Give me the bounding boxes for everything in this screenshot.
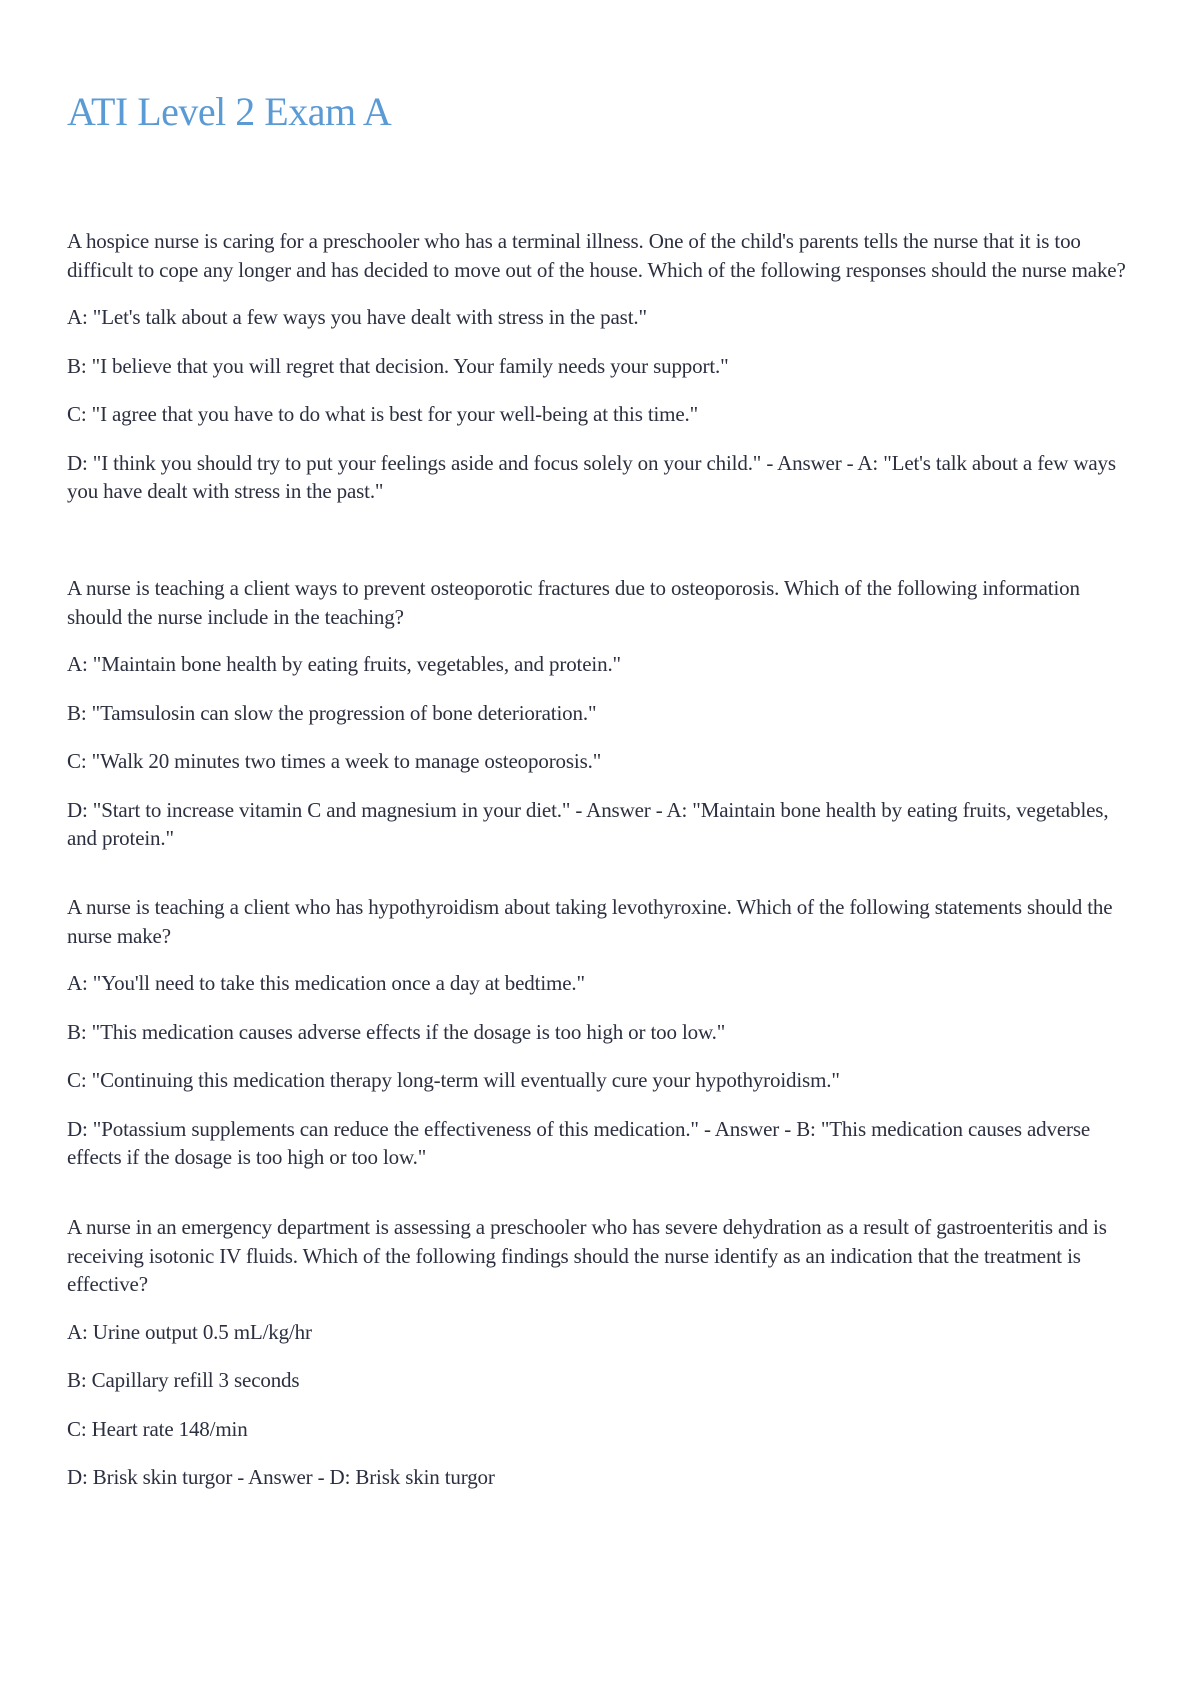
question-stem: A nurse in an emergency department is assessing a preschooler who has severe dehydration as a result of gastroenteritis and is receiving isotonic IV fluids. Which of the following findings should the nurse identify as an indication that the treatment is effective? — [67, 1215, 1107, 1296]
answer-option-b: B: "This medication causes adverse effects if the dosage is too high or too low." — [67, 1019, 726, 1044]
answer-option-a: A: "Let's talk about a few ways you have dealt with stress in the past." — [67, 305, 647, 329]
answer-option-c: C: "I agree that you have to do what is best for your well-being at this time." — [67, 402, 699, 426]
answer-option-c: C: "Walk 20 minutes two times a week to manage osteoporosis." — [67, 749, 602, 773]
question-3 — [67, 893, 1127, 1172]
answer-option-a: A: Urine output 0.5 mL/kg/hr — [67, 1319, 312, 1344]
question-stem: A hospice nurse is caring for a preschooler who has a terminal illness. One of the child's parents tells the nurse that it is too difficult to cope any longer and has decided to move out of the house. Which of the following responses should the nurse make? — [67, 229, 1126, 282]
answer-option-d-with-answer: D: "I think you should try to put your feelings aside and focus solely on your child." - Answer - A: "Let's talk about a few ways you have dealt with stress in the past." — [67, 450, 1116, 503]
answer-option-b: B: Capillary refill 3 seconds — [67, 1368, 300, 1392]
answer-option-b: B: "I believe that you will regret that decision. Your family needs your support." — [67, 353, 729, 378]
question-2 — [67, 574, 1127, 853]
question-stem: A nurse is teaching a client ways to prevent osteoporotic fractures due to osteoporosis. Which of the following information should the nurse include in the teaching? — [67, 576, 1080, 629]
answer-option-b: B: "Tamsulosin can slow the progression of bone deterioration." — [67, 700, 597, 725]
answer-option-d-with-answer: D: "Potassium supplements can reduce the effectiveness of this medication." - Answer - B: "This medication causes adverse effects if the dosage is too high or too low." — [67, 1116, 1091, 1169]
question-4 — [67, 1213, 1127, 1492]
answer-option-c: C: "Continuing this medication therapy long-term will eventually cure your hypothyroidism." — [67, 1068, 840, 1092]
question-1 — [67, 227, 1127, 506]
question-stem: A nurse is teaching a client who has hypothyroidism about taking levothyroxine. Which of the following statements should the nurse make? — [67, 895, 1113, 948]
answer-option-a: A: "Maintain bone health by eating fruits, vegetables, and protein." — [67, 652, 621, 676]
answer-option-c: C: Heart rate 148/min — [67, 1416, 248, 1441]
answer-option-d-with-answer: D: "Start to increase vitamin C and magnesium in your diet." - Answer - A: "Maintain bone health by eating fruits, vegetables, and protein." — [67, 797, 1109, 850]
answer-option-a: A: "You'll need to take this medication once a day at bedtime." — [67, 971, 585, 995]
document-title: ATI Level 2 Exam A — [67, 89, 392, 134]
answer-option-d-with-answer: D: Brisk skin turgor - Answer - D: Brisk skin turgor — [67, 1465, 495, 1489]
